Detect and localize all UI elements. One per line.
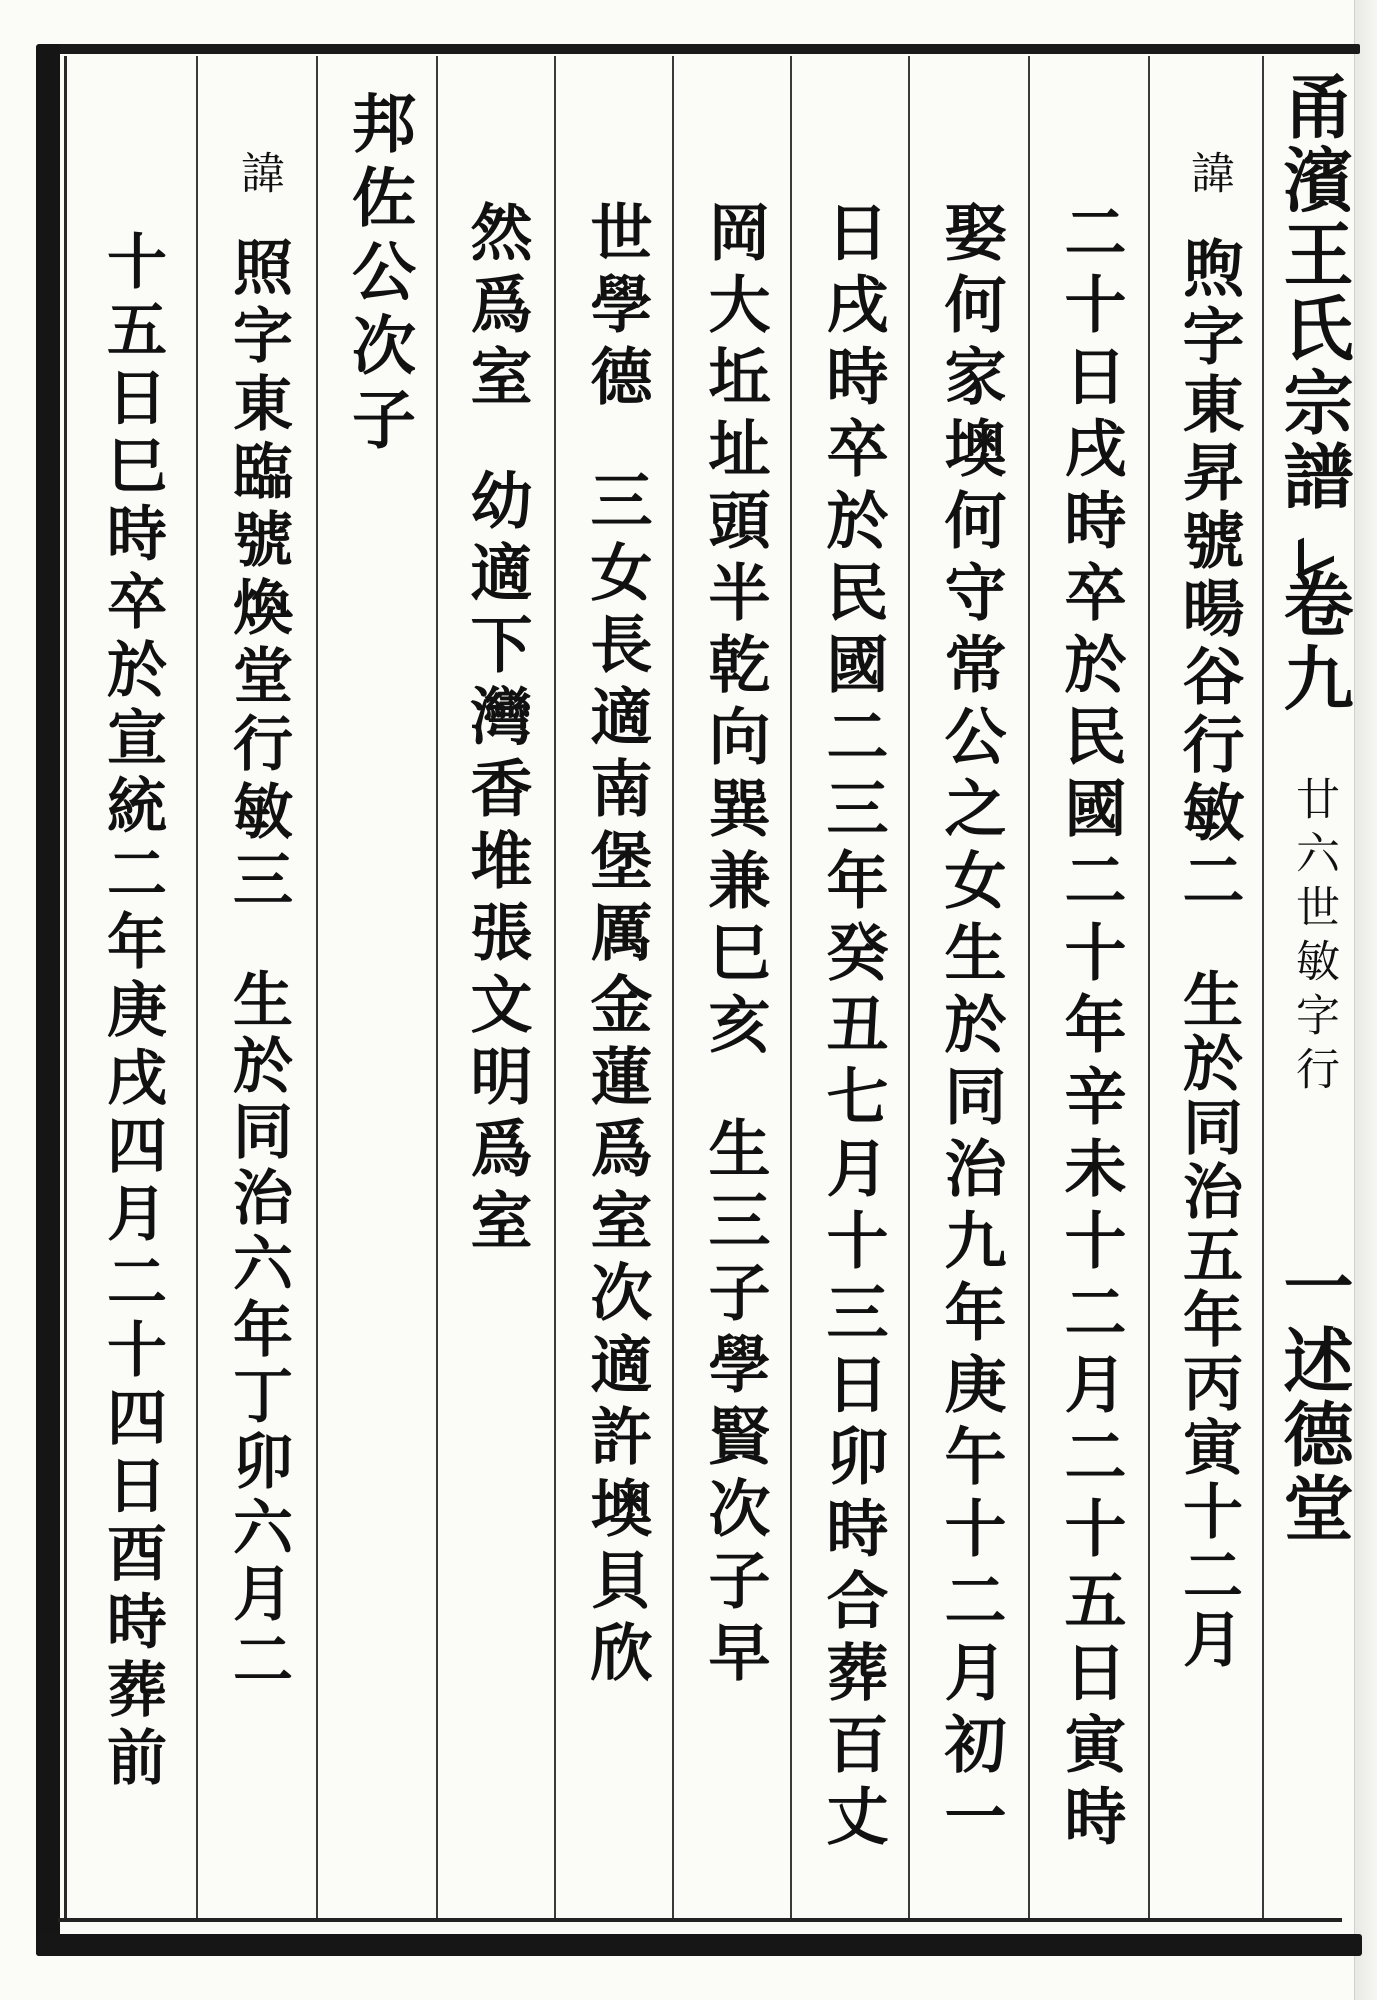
genealogy-title: 甬濱王氏宗譜 — [1272, 70, 1355, 514]
column-rule — [436, 56, 438, 1918]
frame-bottom-border — [36, 1934, 1362, 1956]
column-rule — [672, 56, 674, 1918]
column-rule — [1028, 56, 1030, 1918]
text-column-6 — [566, 200, 666, 1692]
taboo-name-marker: 諱 — [1183, 150, 1234, 206]
text-column-10 — [82, 230, 182, 1794]
column-rule — [196, 56, 198, 1918]
column-text: 生於同治五年丙寅十二月 — [1173, 968, 1243, 1672]
text-column-5 — [684, 200, 784, 1692]
hall-name: 一述德堂 — [1272, 1250, 1355, 1546]
volume-label: 卷九 — [1272, 568, 1355, 716]
column-text: 岡大坵址頭半乾向巽兼巳亥 — [698, 200, 771, 1064]
column-text: 然爲室 — [460, 200, 533, 416]
column-text: 三女長適南堡厲金蓮爲室次適許墺貝欣 — [580, 468, 653, 1692]
column-text: 十五日巳時卒於宣統二年庚戌四月二十四日酉時葬前 — [97, 230, 167, 1794]
column-rule — [1262, 56, 1264, 1918]
column-text: 幼適下灣香堆張文明爲室 — [460, 468, 533, 1260]
frame-left-border — [36, 44, 60, 1956]
text-column-8 — [328, 90, 428, 460]
column-text: 日戌時卒於民國二三年癸丑七月十三日卯時合葬百丈 — [816, 200, 889, 1856]
column-text: 世學德 — [580, 200, 653, 416]
column-text: 照字東臨號煥堂行敏三 — [223, 236, 293, 916]
text-column-4 — [802, 200, 902, 1856]
frame-left-inner-rule — [64, 56, 67, 1918]
text-column-2 — [1040, 200, 1140, 1856]
column-rule — [790, 56, 792, 1918]
column-text: 生三子學賢次子早 — [698, 1116, 771, 1692]
column-text: 二十日戌時卒於民國二十年辛未十二月二十五日寅時 — [1054, 200, 1127, 1856]
column-rule — [554, 56, 556, 1918]
text-column-3 — [920, 200, 1020, 1856]
column-text: 生於同治六年丁卯六月二 — [223, 968, 293, 1694]
page-header — [1268, 70, 1358, 1546]
taboo-name-marker: 諱 — [233, 150, 284, 206]
frame-top-border — [40, 44, 1360, 54]
column-text: 娶何家墺何守常公之女生於同治九年庚午十二月初一 — [934, 200, 1007, 1856]
text-column-9 — [208, 150, 308, 1694]
fishtail-mark-icon — [1288, 528, 1338, 568]
frame-bottom-inner-rule — [58, 1918, 1342, 1922]
column-rule — [1148, 56, 1150, 1918]
column-text: 邦佐公次子 — [341, 90, 416, 460]
column-rule — [908, 56, 910, 1918]
column-text: 煦字東昇號暘谷行敏二 — [1172, 236, 1245, 916]
text-column-1 — [1158, 150, 1258, 1672]
column-rule — [316, 56, 318, 1918]
generation-label: 廿六世敏字行 — [1288, 776, 1339, 1100]
text-column-7 — [446, 200, 546, 1260]
